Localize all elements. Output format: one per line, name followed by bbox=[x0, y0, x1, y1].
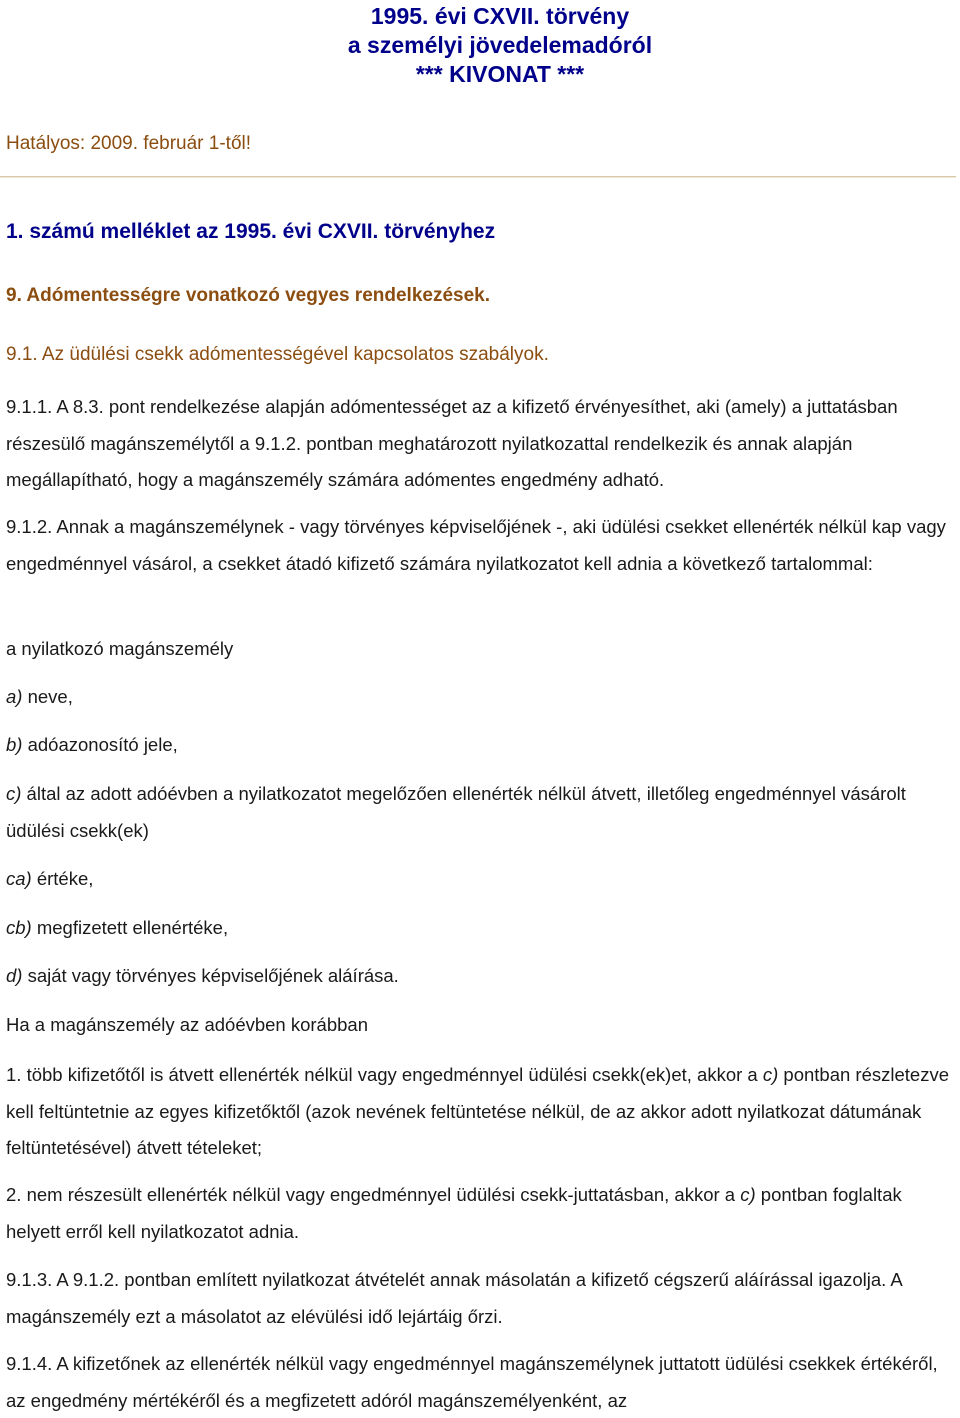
subsection-title: 9.1. Az üdülési csekk adómentességével kapcsolatos szabályok. bbox=[6, 344, 549, 365]
item-b bbox=[6, 727, 951, 764]
title-line-1: 1995. évi CXVII. törvény bbox=[370, 3, 630, 29]
section-title: 9. Adómentességre vonatkozó vegyes rendelkezések. bbox=[6, 285, 491, 306]
item-c bbox=[6, 776, 951, 849]
title-line-3: *** KIVONAT *** bbox=[415, 61, 585, 87]
item-ca bbox=[6, 861, 951, 898]
item-c-label: c) bbox=[6, 783, 22, 804]
item-ca-text: értéke, bbox=[31, 868, 94, 889]
annex-title: 1. számú melléklet az 1995. évi CXVII. törvényhez bbox=[6, 220, 496, 243]
paragraph-9-1-2: 9.1.2. Annak a magánszemélynek - vagy törvényes képviselőjének -, aki üdülési csekket ellenérték nélkül kap vagy engedménnyel vásárol, a csekket átadó kifizető számára nyilatkozatot kell adnia a következő tartalommal: bbox=[6, 516, 946, 574]
item-d bbox=[6, 958, 951, 995]
item-a bbox=[6, 679, 951, 716]
title-line-2: a személyi jövedelemadóról bbox=[347, 32, 653, 58]
item-d-label: d) bbox=[6, 965, 23, 986]
numbered-item-1: 1. több kifizetőtől is átvett ellenérték nélkül vagy engedménnyel üdülési csekk(ek)et, akkor a c) pontban részletezve kell feltüntetnie az egyes kifizetőktől (azok nevének feltüntetése nélkül, de az akkor adott nyilatkozat dátumának feltüntetésével) átvett tételeket; bbox=[6, 1064, 949, 1158]
item-cb bbox=[6, 910, 951, 947]
item-cb-label: cb) bbox=[6, 917, 32, 938]
divider-line bbox=[0, 176, 956, 177]
item-cb-text: megfizetett ellenértéke, bbox=[31, 917, 229, 938]
item-b-label: b) bbox=[6, 734, 23, 755]
item-ca-label: ca) bbox=[6, 868, 32, 889]
item-c-text: által az adott adóévben a nyilatkozatot megelőzően ellenérték nélkül átvett, illetőleg engedménnyel vásárolt üdülési csekk(ek) bbox=[6, 783, 906, 841]
paragraph-9-1-4: 9.1.4. A kifizetőnek az ellenérték nélkül vagy engedménnyel magánszemélynek juttatott üdülési csekkek értékéről, az engedmény mértékéről és a megfizetett adóról magánszemélyenként, az bbox=[6, 1353, 938, 1411]
if-earlier-line: Ha a magánszemély az adóévben korábban bbox=[6, 1014, 369, 1035]
effective-date: Hatályos: 2009. február 1-től! bbox=[6, 133, 252, 154]
item-a-label: a) bbox=[6, 686, 23, 707]
paragraph-9-1-1: 9.1.1. A 8.3. pont rendelkezése alapján adómentességet az a kifizető érvényesíthet, aki (amely) a juttatásban részesülő magánszemélytől a 9.1.2. pontban meghatározott nyilatkozattal rendelkezik és annak alapján megállapítható, hogy a magánszemély számára adómentes engedmény adható. bbox=[6, 396, 898, 490]
numbered-item-2: 2. nem részesült ellenérték nélkül vagy engedménnyel üdülési csekk-juttatásban, akkor a c) pontban foglaltak helyett erről kell nyilatkozatot adnia. bbox=[6, 1184, 902, 1242]
paragraph-9-1-3: 9.1.3. A 9.1.2. pontban említett nyilatkozat átvételét annak másolatán a kifizető cégszerű aláírással igazolja. A magánszemély ezt a másolatot az elévülési idő lejártáig őrzi. bbox=[6, 1269, 902, 1327]
item-d-text: saját vagy törvényes képviselőjének aláírása. bbox=[22, 965, 399, 986]
item-a-text: neve, bbox=[22, 686, 73, 707]
declarant-line: a nyilatkozó magánszemély bbox=[6, 638, 234, 659]
item-b-text: adóazonosító jele, bbox=[22, 734, 178, 755]
document-title bbox=[0, 2, 960, 89]
